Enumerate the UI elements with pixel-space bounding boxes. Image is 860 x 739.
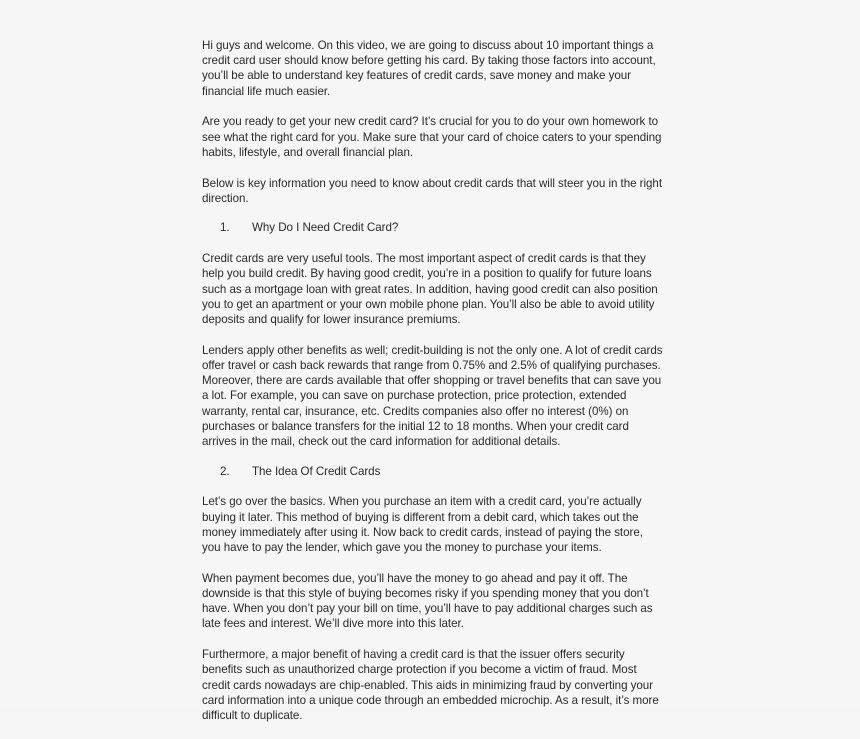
document-body [202, 38, 664, 739]
section-number: 2. [220, 464, 230, 478]
section-heading-1 [202, 220, 664, 235]
section-heading-2 [202, 464, 664, 479]
intro-paragraph-1: Hi guys and welcome. On this video, we are going to discuss about 10 important things a credit card user should know before getting his card. By taking those factors into account, you’ll be able to understand key features of credit cards, save money and make your financial life much easier. [202, 39, 656, 98]
section-title: Why Do I Need Credit Card? [252, 221, 399, 235]
intro-paragraph-2: Are you ready to get your new credit card? It’s crucial for you to do your own homework to see what the right card for you. Make sure that your card of choice caters to your spending habits, lifestyle, and overall financial plan. [202, 115, 662, 159]
section1-paragraph-2: Lenders apply other benefits as well; credit-building is not the only one. A lot of credit cards offer travel or cash back rewards that range from 0.75% and 2.5% of qualifying purchases. Moreover, there are cards available that offer shopping or travel benefits that can save you a lot. For example, you can save on purchase protection, price protection, extended warranty, rental car, insurance, etc. Credits companies also offer no interest (0%) on purchases or balance transfers for the initial 12 to 18 months. When your credit card arrives in the mail, check out the card information for additional details. [202, 343, 663, 449]
intro-paragraph-3: Below is key information you need to know about credit cards that will steer you in the right direction. [202, 176, 662, 205]
section-number: 1. [220, 221, 230, 235]
section2-paragraph-3: Furthermore, a major benefit of having a credit card is that the issuer offers security benefits such as unauthorized charge protection if you become a victim of fraud. Most credit cards nowadays are chip-enabled. This aids in minimizing fraud by converting your card information into a unique code through an embedded microchip. As a result, it’s more difficult to duplicate. [202, 648, 659, 723]
section1-paragraph-1: Credit cards are very useful tools. The most important aspect of credit cards is that they help you build credit. By having good credit, you’re in a position to qualify for future loans such as a mortgage loan with great rates. In addition, having good credit can also position you to get an apartment or your own mobile phone plan. You’ll also be able to avoid utility deposits and qualify for lower insurance premiums. [202, 252, 658, 327]
section2-paragraph-2: When payment becomes due, you’ll have the money to go ahead and pay it off. The downside is that this style of buying becomes risky if you spending money that you don’t have. When you don’t pay your bill on time, you’ll have to pay additional charges such as late fees and interest. We’ll dive more into this later. [202, 571, 653, 631]
section2-paragraph-1: Let’s go over the basics. When you purchase an item with a credit card, you’re actually buying it later. This method of buying is different from a debit card, which takes out the money immediately after using it. Now back to credit cards, instead of paying the store, you have to pay the lender, which gave you the money to purchase your items. [202, 495, 643, 555]
section-title: The Idea Of Credit Cards [252, 464, 381, 478]
